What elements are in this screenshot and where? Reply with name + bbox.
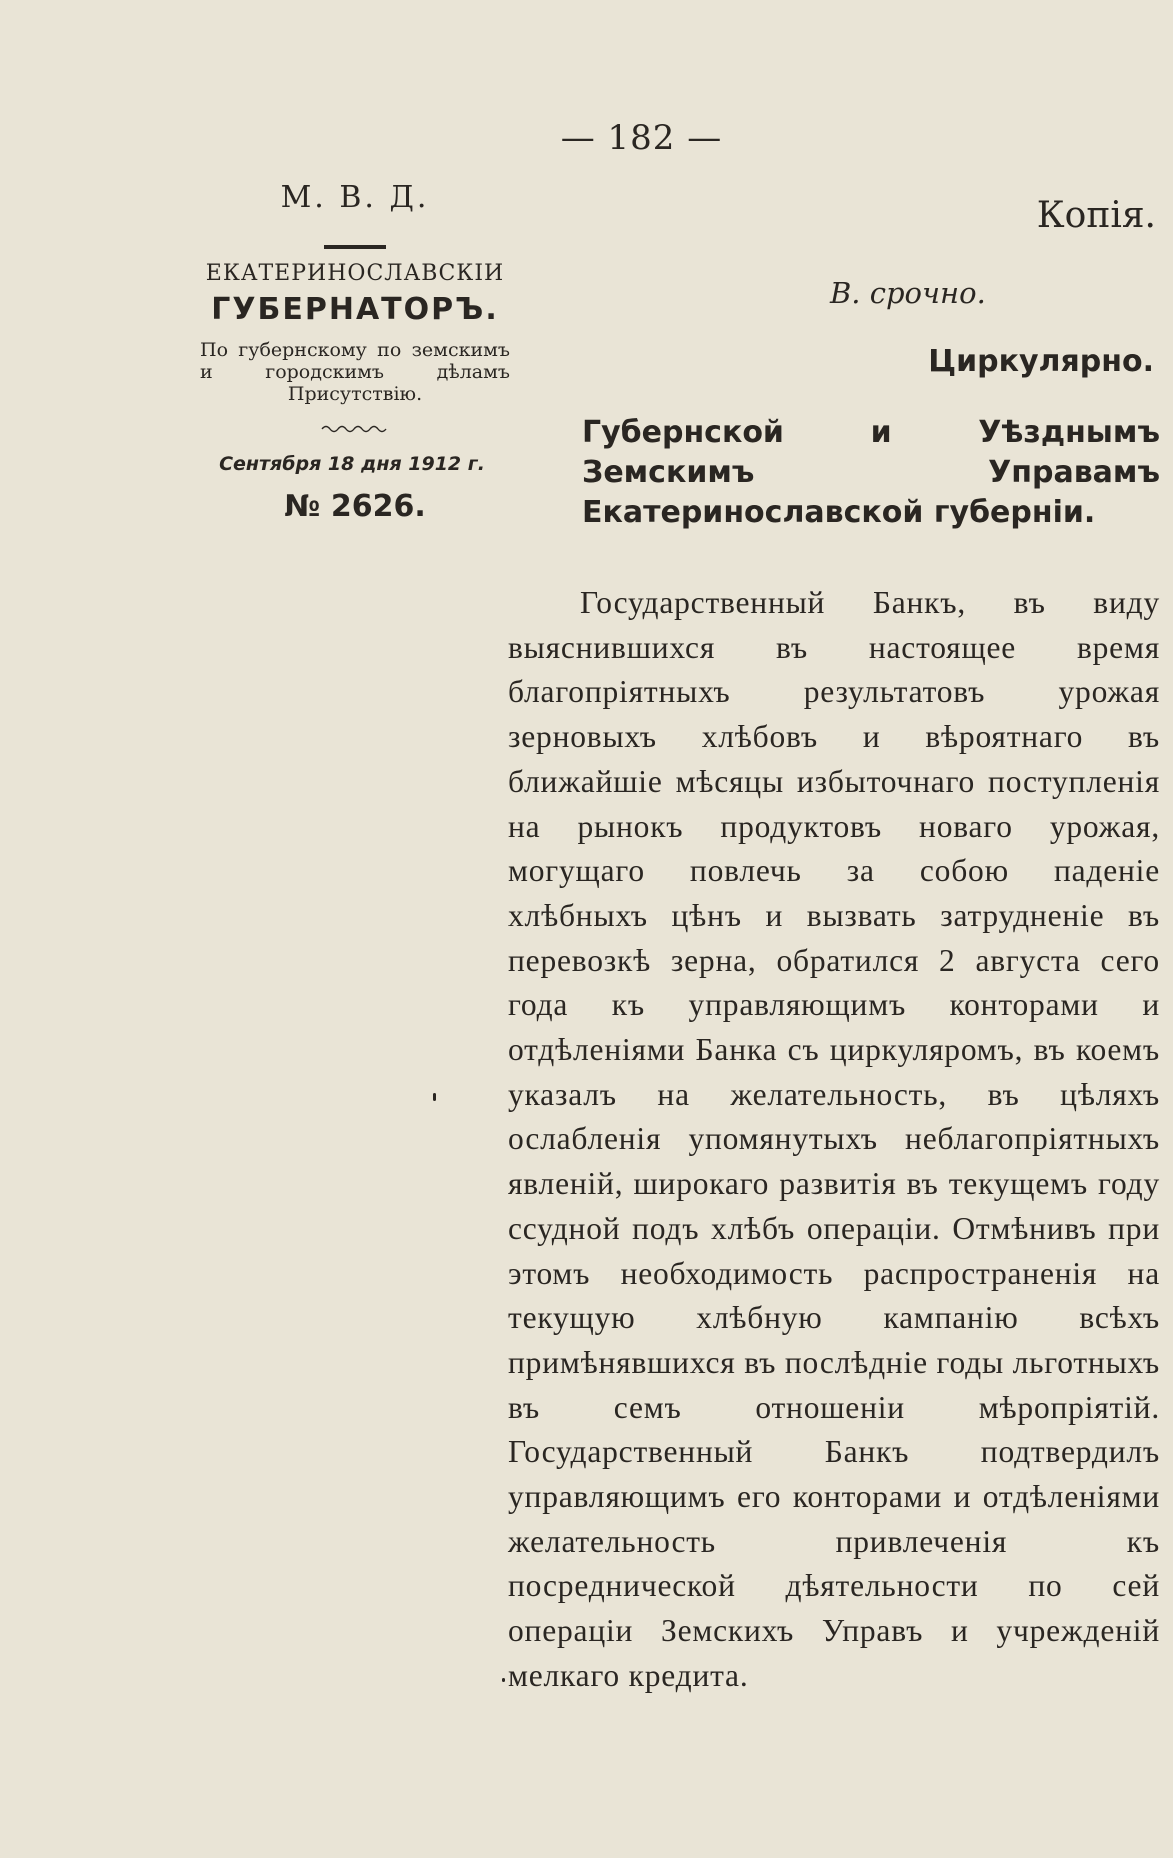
scan-speck xyxy=(502,1678,505,1682)
office-line-1: ЕКАТЕРИНОСЛАВСКІИ xyxy=(205,261,505,286)
reference-number: № 2626. xyxy=(284,489,426,524)
copy-mark: Копія. xyxy=(1036,195,1156,236)
office-line-2: ГУБЕРНАТОРЪ. xyxy=(211,292,499,327)
left-header xyxy=(200,180,510,524)
address-line: Губернской и Уѣзднымъ Земскимъ Управамъ Екатеринославской губерніи. xyxy=(582,415,1160,530)
date-line: Сентября 18 дня 1912 г. xyxy=(219,453,485,475)
circular-mark: Циркулярно. xyxy=(928,344,1154,379)
urgent-mark: В. срочно. xyxy=(830,276,986,310)
body-paragraph: Государственный Банкъ, въ виду выяснившихся въ настоящее время благопріятныхъ результатовъ урожая зерновыхъ хлѣбовъ и вѣроятнаго въ ближайшіе мѣсяцы избыточнаго поступленія на рынокъ продуктовъ новаго урожая, могущаго повлечь за собою паденіе хлѣбныхъ цѣнъ и вызвать затрудненіе въ перевозкѣ зерна, обратился 2 августа сего года къ управляющимъ конторами и отдѣленіями Банка съ циркуляромъ, въ коемъ указалъ на желательность, въ цѣляхъ ослабленія упомянутыхъ неблагопріятныхъ явленій, широкаго развитія въ текущемъ году ссудной подъ хлѣбъ операціи. Отмѣнивъ при этомъ необходимость распространенія на текущую хлѣбную кампанію всѣхъ примѣнявшихся въ послѣдніе годы льготныхъ въ семъ отношеніи мѣропріятій. Государственный Банкъ подтвердилъ управляющимъ его конторами и отдѣленіями желательность привлеченія къ посредничеcкой дѣятельности по сей операціи Земскихъ Управъ и учрежденій мелкаго кредита. xyxy=(508,585,1160,1693)
divider-rule xyxy=(324,245,386,249)
ministry-label: М. В. Д. xyxy=(280,180,430,215)
squiggle-divider xyxy=(320,423,390,433)
scan-speck xyxy=(433,1093,436,1101)
main-column xyxy=(508,195,1160,1699)
department-label: По губернскому по земскимъ и городскимъ дѣламъ Присутствію. xyxy=(200,339,510,405)
page-number: — 182 — xyxy=(560,118,723,158)
